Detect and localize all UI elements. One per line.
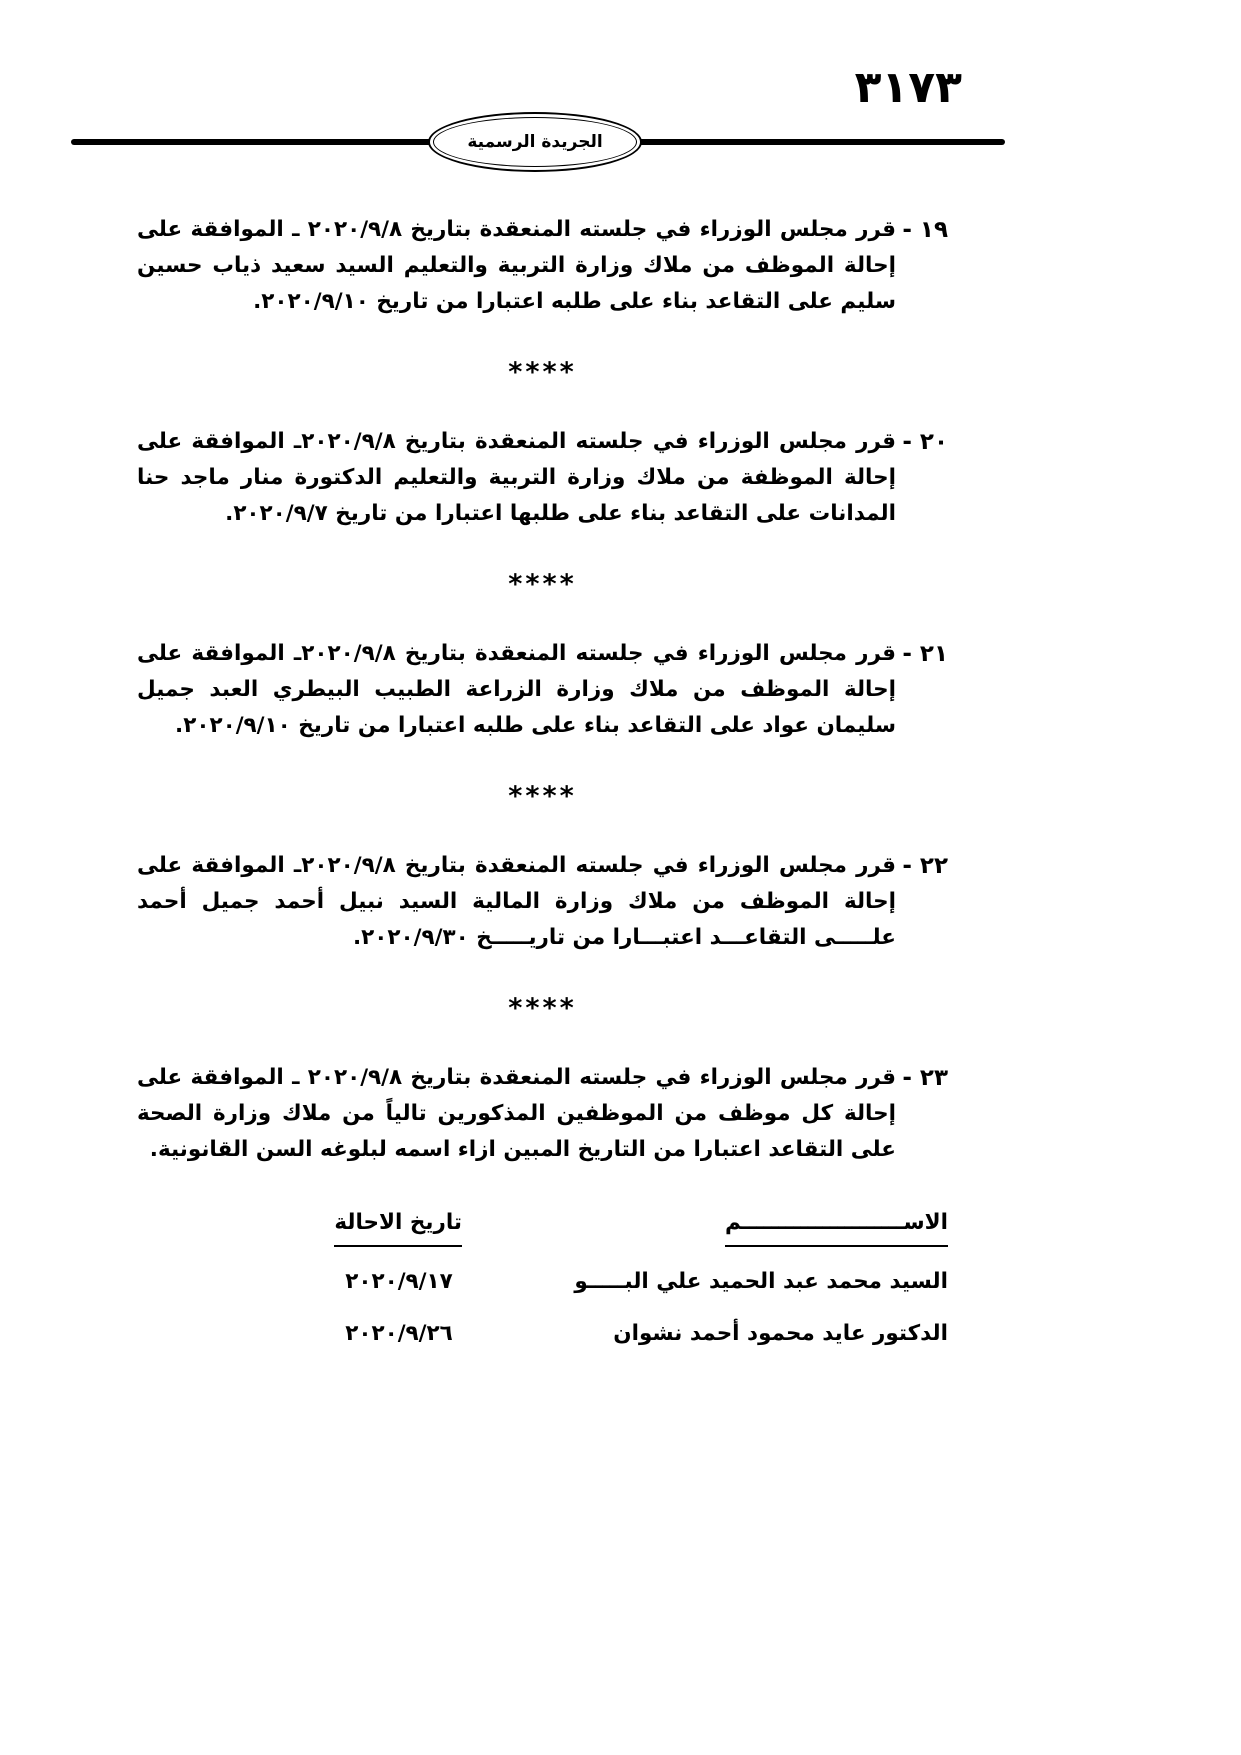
decree-text: قرر مجلس الوزراء في جلسته المنعقدة بتاريخ ٢٠٢٠/٩/٨ ـ الموافقة على إحالة كل موظف من الموظفين المذكورين تالياً من ملاك وزارة الصحة على التقاعد اعتبارا من التاريخ المبين ازاء اسمه لبلوغه السن القانونية. [137,1065,896,1162]
date-header-label: تاريخ الاحالة [334,1206,462,1247]
decree-item-23 [137,1060,948,1168]
decree-item-19 [137,212,948,320]
item-number: ٢٠ - [902,429,948,455]
decree-item-21 [137,636,948,744]
table-row [137,1265,948,1299]
gazette-seal [428,112,642,172]
section-separator: **** [508,357,577,388]
item-number: ٢٢ - [902,853,948,879]
page-number: ٣١٧٣ [854,62,962,113]
date-column-header [336,1206,462,1247]
table-header-row [137,1206,948,1247]
gazette-title: الجريدة الرسمية [467,132,603,152]
referral-date: ٢٠٢٠/٩/١٧ [345,1269,453,1294]
name-header-label: الاســــــــــــــــــــــم [725,1206,948,1247]
item-number: ١٩ - [902,217,948,243]
item-number: ٢٣ - [902,1065,948,1091]
decree-text: قرر مجلس الوزراء في جلسته المنعقدة بتاريخ ٢٠٢٠/٩/٨ـ الموافقة على إحالة الموظف من ملاك وزارة المالية السيد نبيل أحمد جميل أحمد علـــــى التقاعـــد اعتبـــارا من تاريـــــخ ٢٠٢٠/٩/٣٠. [137,853,896,950]
decree-text: قرر مجلس الوزراء في جلسته المنعقدة بتاريخ ٢٠٢٠/٩/٨ـ الموافقة على إحالة الموظف من ملاك وزارة الزراعة الطبيب البيطري العبد جميل سليمان عواد على التقاعد بناء على طلبه اعتبارا من تاريخ ٢٠٢٠/٩/١٠. [137,641,896,738]
decree-item-20 [137,424,948,532]
section-separator: **** [508,569,577,600]
referral-date: ٢٠٢٠/٩/٢٦ [345,1321,453,1346]
decree-item-22 [137,848,948,956]
name-column-header [546,1206,948,1247]
employee-name: الدكتور عايد محمود أحمد نشوان [613,1321,948,1346]
section-separator: **** [508,993,577,1024]
decrees-list [137,212,948,1369]
employee-name: السيد محمد عبد الحميد علي البـــــو [574,1269,948,1294]
referral-table [137,1206,948,1351]
decree-text: قرر مجلس الوزراء في جلسته المنعقدة بتاريخ ٢٠٢٠/٩/٨ـ الموافقة على إحالة الموظفة من ملاك وزارة التربية والتعليم الدكتورة منار ماجد حنا المدانات على التقاعد بناء على طلبها اعتبارا من تاريخ ٢٠٢٠/٩/٧. [137,429,896,526]
table-row [137,1317,948,1351]
section-separator: **** [508,781,577,812]
decree-text: قرر مجلس الوزراء في جلسته المنعقدة بتاريخ ٢٠٢٠/٩/٨ ـ الموافقة على إحالة الموظف من ملاك وزارة التربية والتعليم السيد سعيد ذياب حسين سليم على التقاعد بناء على طلبه اعتبارا من تاريخ ٢٠٢٠/٩/١٠. [137,217,896,314]
item-number: ٢١ - [902,641,948,667]
